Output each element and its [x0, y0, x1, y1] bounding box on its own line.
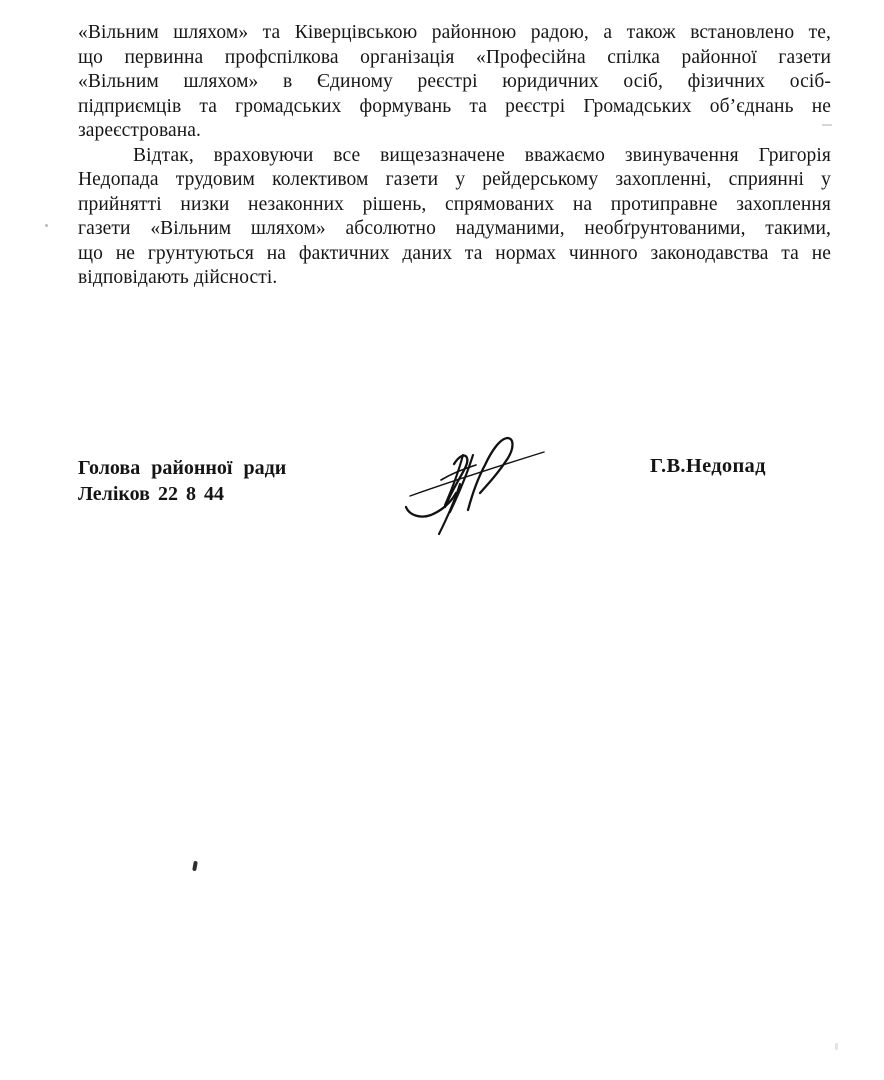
body-text	[78, 21, 831, 291]
text-line: газети «Вільним шляхом» абсолютно надуманими, необґрунтованими, такими,	[78, 218, 831, 239]
paragraph	[78, 144, 831, 291]
signature-title-block	[78, 456, 286, 507]
text-line: Недопада трудовим колективом газети у рейдерському захопленні, сприянні у	[78, 169, 831, 190]
text-line: зареєстрована.	[78, 120, 202, 141]
signatory-name: Г.В.Недопад	[650, 455, 766, 477]
paragraph	[78, 21, 831, 144]
text-line: Відтак, враховуючи все вищезазначене вважаємо звинувачення Григорія	[133, 144, 831, 166]
text-line: що не грунтуються на фактичних даних та нормах чинного законодавства та не	[78, 242, 831, 264]
text-line: «Вільним шляхом» та Ківерцівською районною радою, а також встановлено те,	[78, 22, 831, 43]
handwritten-signature-icon	[398, 421, 563, 545]
scan-speck	[45, 224, 48, 227]
text-line: «Вільним шляхом» в Єдиному реєстрі юридичних осіб, фізичних осіб-	[78, 71, 831, 92]
executor-phone-line: Леліков 22 8 44	[78, 482, 224, 505]
text-line: прийнятті низки незаконних рішень, спрямованих на протиправне захоплення	[78, 193, 831, 215]
signatory-position: Голова районної ради	[78, 457, 287, 479]
scan-speck	[192, 861, 198, 872]
scan-speck	[835, 1043, 838, 1050]
text-line: відповідають дійсності.	[78, 267, 278, 288]
text-line: підприємців та громадських формувань та реєстрі Громадських об’єднань не	[78, 95, 831, 117]
text-line: що первинна профспілкова організація «Професійна спілка районної газети	[78, 46, 831, 68]
